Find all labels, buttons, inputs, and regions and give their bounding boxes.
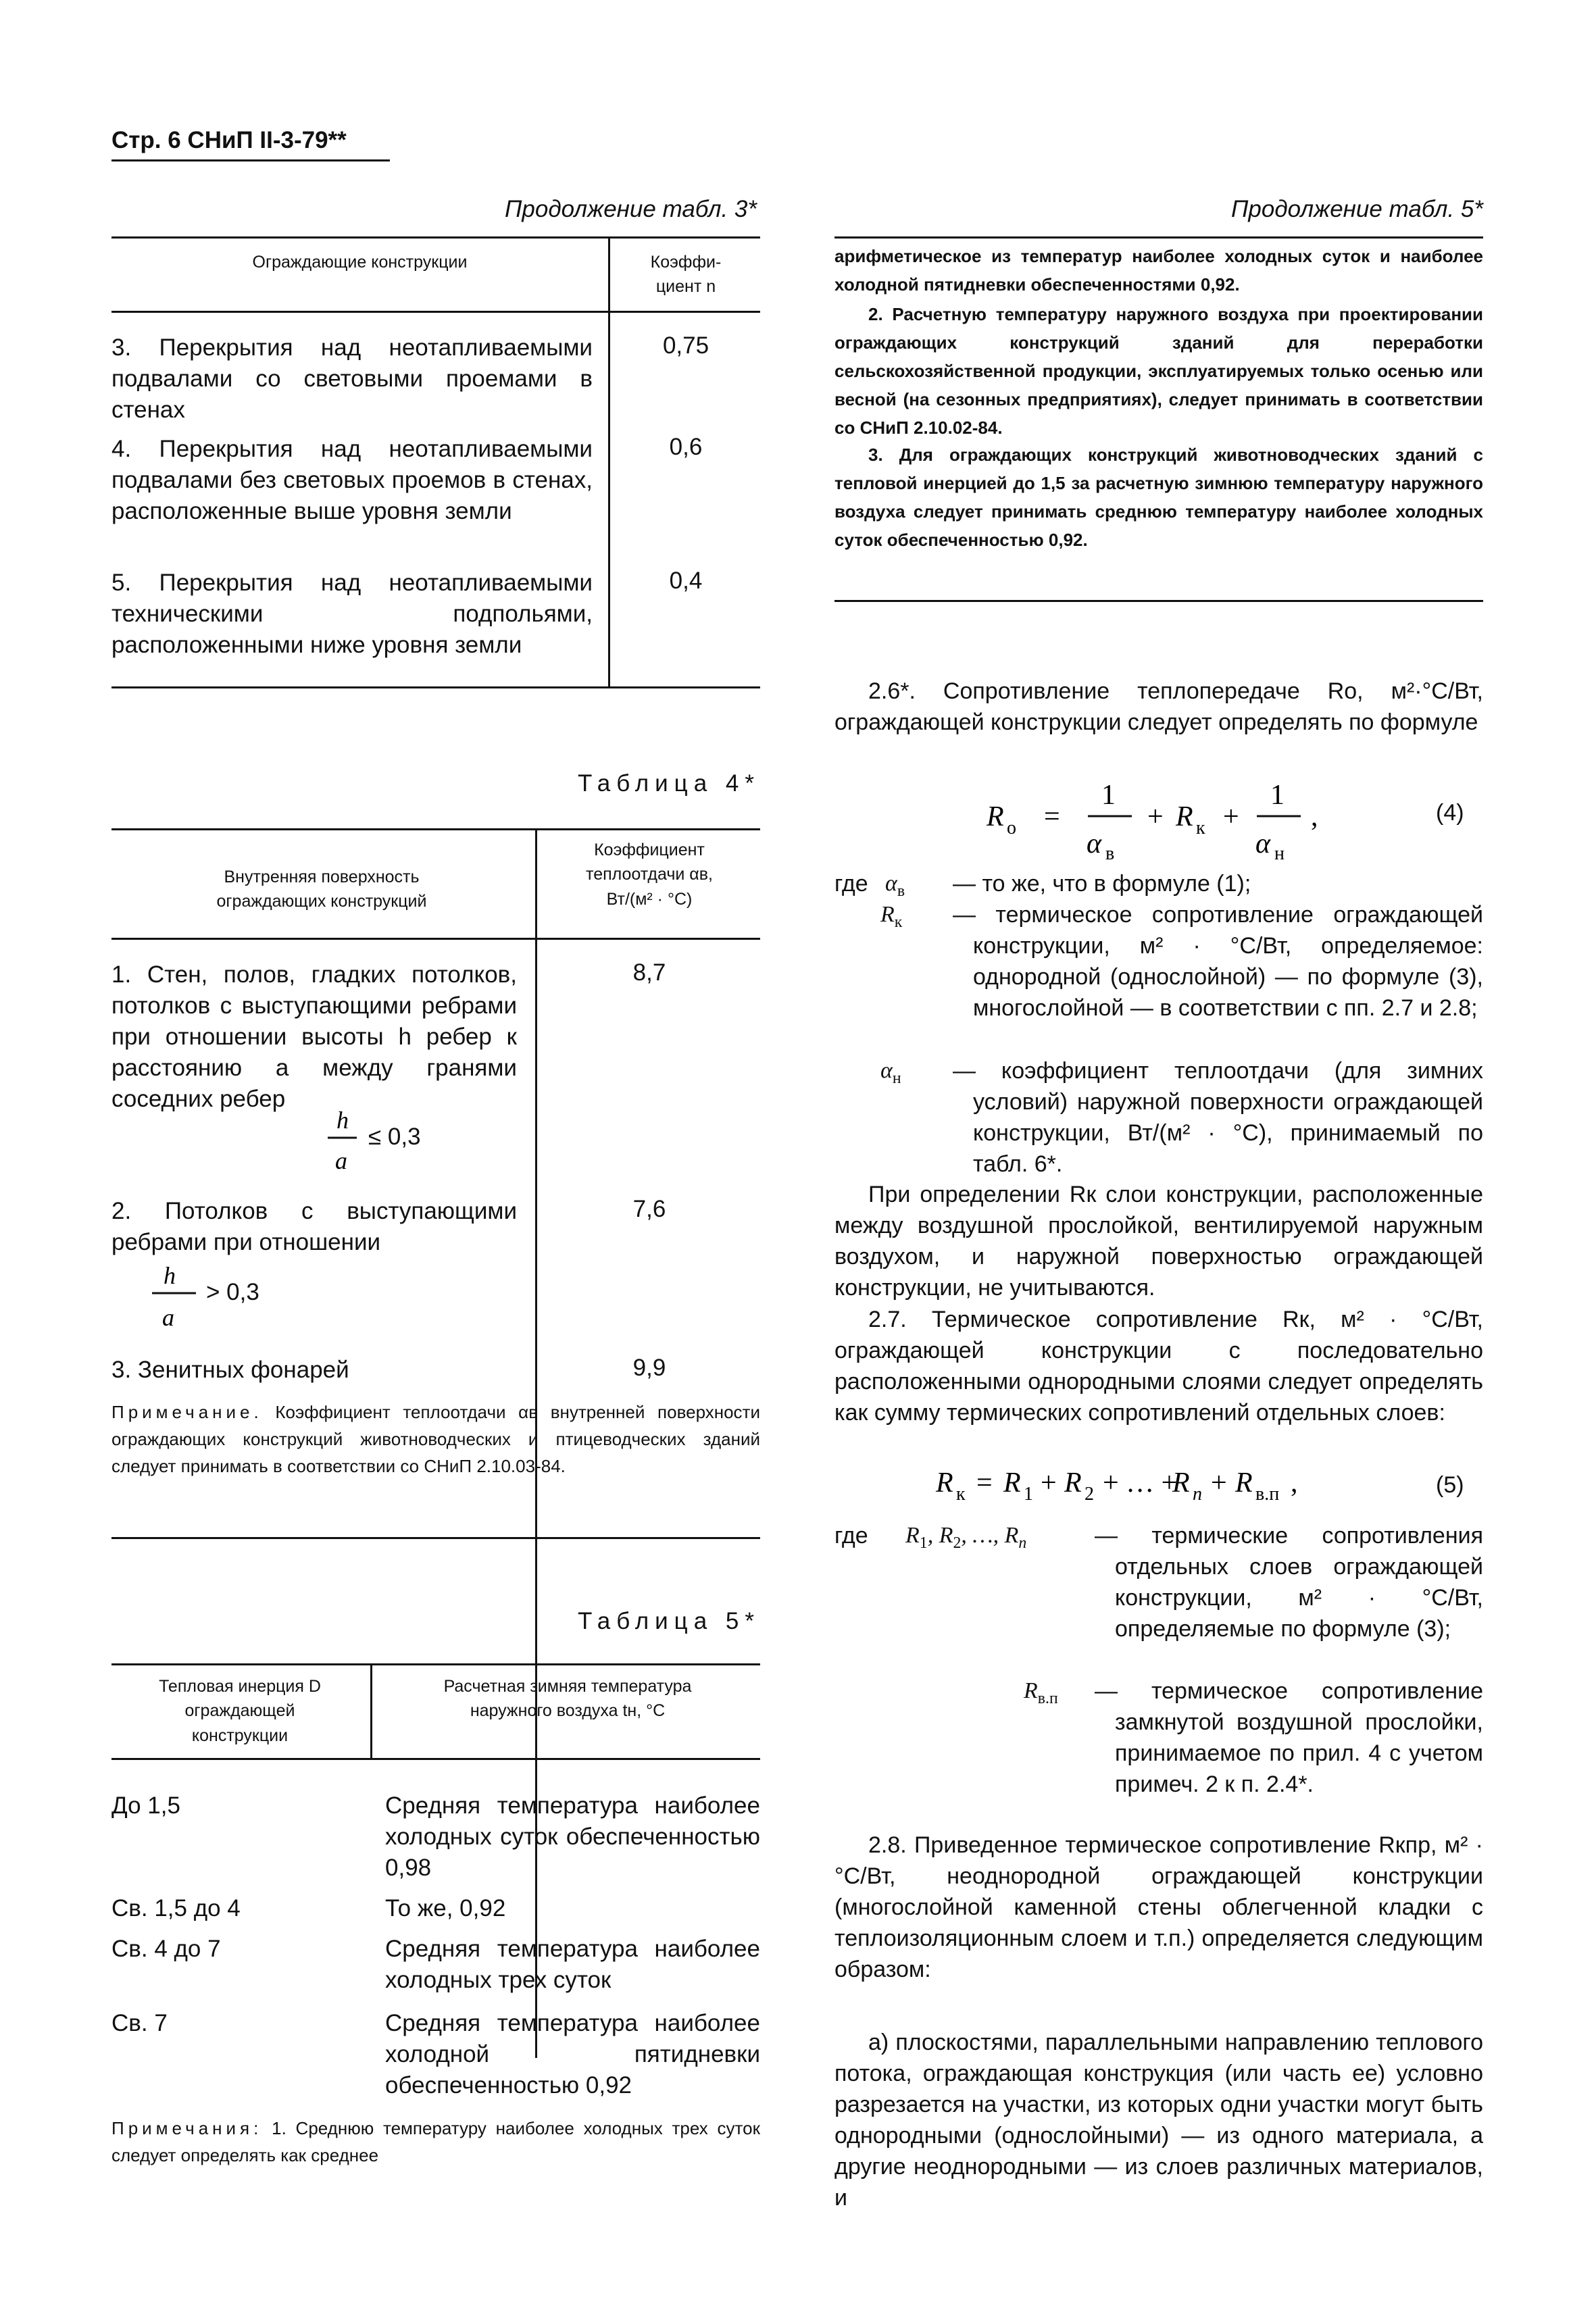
symbol-alpha-n: $\alpha_н$	[880, 1058, 901, 1087]
table3-row-5-text: 5. Перекрытия над неотапливаемыми техническими подпольями, расположенными ниже уровня земли	[111, 570, 593, 658]
svg-text:к: к	[956, 1484, 966, 1505]
svg-text:+ … +: + … +	[1103, 1467, 1178, 1499]
table4-head-col2-line3: Вт/(м² · °С)	[606, 889, 693, 909]
right-top-rule	[834, 236, 1483, 238]
table4-head-col1	[111, 865, 532, 914]
table5-row-1-d: До 1,5	[111, 1792, 180, 1819]
note-p2: 2. Расчетную температуру наружного воздуха при проектировании ограждающих конструкций зданий для переработки сельскохозяйственной продукции, эксплуатируемых только осенью или весной (на сезонных предприятиях), следует принимать в соответствии со СНиП 2.10.02-84.	[834, 304, 1483, 438]
svg-text:в: в	[1105, 843, 1115, 864]
table3-top-rule	[111, 236, 760, 238]
svg-text:α: α	[1087, 828, 1102, 859]
symbol-r1-rn: $R_1$, $R_2$, …, $R_n$	[905, 1523, 1027, 1552]
table4-row-2-value: 7,6	[632, 1196, 666, 1222]
table4-note	[111, 1399, 760, 1480]
svg-text:R: R	[936, 1467, 953, 1499]
table4-head-col2-line2: теплоотдачи αв,	[586, 865, 713, 884]
def-r1-rn: — термические сопротивления отдельных слоев ограждающей конструкции, м² · °С/Вт, определяемые по формуле (3);	[1095, 1523, 1483, 1642]
table4-row-1-fraction-rel: ≤ 0,3	[368, 1124, 421, 1150]
table3-row-4-text: 4. Перекрытия над неотапливаемыми подвалами без световых проемов в стенах, расположенные выше уровня земли	[111, 436, 593, 524]
symbol-rk: $R_к$	[880, 902, 903, 931]
table3-head-col2	[612, 250, 760, 299]
table4-head-rule	[111, 938, 760, 940]
table5-head-col1-line1: Тепловая инерция D	[159, 1677, 321, 1696]
svg-text:a: a	[162, 1304, 174, 1331]
svg-text:=: =	[976, 1467, 993, 1499]
table5-continuation: Продолжение табл. 5*	[1231, 196, 1483, 222]
table4-caption: Таблица 4*	[577, 770, 760, 797]
formula-5-svg	[932, 1459, 1405, 1507]
svg-text:α: α	[1255, 828, 1271, 859]
table4-row-1-text: 1. Стен, полов, гладких потолков, потолков с выступающими ребрами при отношении высоты h ребер к расстоянию a между гранями соседних ребер	[111, 961, 517, 1112]
note-p3: 3. Для ограждающих конструкций животноводческих зданий с тепловой инерцией до 1,5 за расчетную зимнюю температуру наружного воздуха следует принимать среднюю температуру наиболее холодных суток обеспеченностью 0,92.	[834, 445, 1483, 550]
table5-note	[111, 2115, 760, 2169]
formula-5-number: (5)	[1436, 1472, 1464, 1498]
formula-4-number: (4)	[1436, 800, 1464, 826]
table4-head-col1-line1: Внутренняя поверхность	[224, 867, 420, 886]
table4-head-col2	[539, 838, 760, 911]
formula-4	[973, 777, 1405, 872]
table3-head-col2-line2: циент n	[655, 277, 716, 297]
table5-head-col2-line1: Расчетная зимняя температура	[443, 1677, 692, 1696]
table5-row-4-t: Средняя температура наиболее холодной пятидневки обеспеченностью 0,92	[385, 2010, 760, 2098]
def-alpha-v: — то же, что в формуле (1);	[953, 871, 1251, 897]
table3-row-4-value: 0,6	[669, 434, 703, 460]
table5-top-rule	[111, 1663, 760, 1665]
svg-text:,: ,	[1311, 801, 1318, 832]
table4-head-col1-line2: ограждающих конструкций	[216, 892, 427, 911]
table3-row-5-value: 0,4	[669, 568, 703, 594]
table4-row-1-value: 8,7	[632, 959, 666, 986]
svg-text:1: 1	[1101, 780, 1116, 811]
section-2-7: 2.7. Термическое сопротивление Rк, м² · °С/Вт, ограждающей конструкции с последовательно расположенными однородными слоями следует определять как сумму термических сопротивлений отдельных слоев:	[834, 1307, 1483, 1426]
table4-bottom-rule	[111, 1537, 760, 1539]
table5-row-3-t: Средняя температура наиболее холодных трех суток	[385, 1936, 760, 1993]
svg-text:R: R	[1176, 801, 1193, 832]
table5-row-2-d: Св. 1,5 до 4	[111, 1895, 241, 1921]
def-alpha-n: — коэффициент теплоотдачи (для зимних условий) наружной поверхности ограждающей конструкции, Вт/(м² · °С), принимаемый по табл. 6*.	[953, 1058, 1483, 1177]
formula-5	[932, 1459, 1405, 1507]
table5-head-col2-line2: наружного воздуха tн, °С	[470, 1701, 666, 1721]
table5-note-label: Примечания:	[111, 2118, 263, 2138]
table5-col-divider	[370, 1663, 372, 1758]
fraction-h-over-a-1	[324, 1103, 527, 1177]
table3-head-rule	[111, 311, 760, 313]
table3-row-3-text: 3. Перекрытия над неотапливаемыми подвалами со световыми проемами в стенах	[111, 334, 593, 423]
svg-text:н: н	[1274, 843, 1285, 864]
table5-row-2-t: То же, 0,92	[385, 1895, 506, 1921]
header-underline	[111, 159, 390, 161]
section-2-8-a: а) плоскостями, параллельными направлению теплового потока, ограждающая конструкция (или часть ее) условно разрезается на участки, из которых одни участки могут быть однородными (однослойными) — из одного материала, а другие неоднородными — из слоев различных материалов, и	[834, 2030, 1483, 2211]
svg-text:1: 1	[1024, 1484, 1033, 1505]
table4-row-3-value: 9,9	[632, 1355, 666, 1381]
right-notes-bottom-rule	[834, 600, 1483, 602]
svg-text:к: к	[1196, 818, 1205, 838]
table3-bottom-rule	[111, 686, 760, 688]
formula-4-svg	[973, 777, 1405, 872]
table5-head-col1-line2: ограждающей	[184, 1701, 295, 1721]
svg-text:h: h	[164, 1262, 176, 1289]
def-rvp: — термическое сопротивление замкнутой воздушной прослойки, принимаемое по прил. 4 с учетом примеч. 2 к п. 2.4*.	[1095, 1678, 1483, 1797]
svg-text:+: +	[1041, 1467, 1057, 1499]
paragraph-rk: При определении Rк слои конструкции, расположенные между воздушной прослойкой, вентилируемой наружным воздухом, и наружной поверхностью ограждающей конструкции, не учитываются.	[834, 1182, 1483, 1301]
svg-text:a: a	[335, 1147, 347, 1174]
table4-row-1-fraction	[324, 1103, 527, 1177]
svg-text:R: R	[1172, 1467, 1190, 1499]
symbol-alpha-v: $\alpha_в$	[885, 871, 905, 900]
svg-text:+: +	[1147, 801, 1164, 832]
table3-head-col1: Ограждающие конструкции	[252, 253, 468, 272]
table3-row-3-value: 0,75	[662, 332, 709, 359]
table5-row-3-d: Св. 4 до 7	[111, 1936, 221, 1962]
table3-continuation: Продолжение табл. 3*	[505, 196, 757, 222]
symbol-rvp: $R_{в.п}$	[1024, 1678, 1058, 1707]
svg-text:R: R	[1003, 1467, 1021, 1499]
table5-head-col1	[111, 1674, 368, 1748]
table3-col-divider	[608, 236, 610, 688]
table4-row-2-text: 2. Потолков с выступающими ребрами при отношении	[111, 1198, 517, 1255]
def-rk: — термическое сопротивление ограждающей конструкции, м² · °С/Вт, определяемое: однородной (однослойной) — по формуле (3), многослойной — в соответствии с пп. 2.7 и 2.8;	[953, 902, 1483, 1021]
table4-note-text: Коэффициент теплоотдачи αв внутренней поверхности ограждающих конструкций животноводческих и птицеводческих зданий следует принимать в соответствии со СНиП 2.10.03-84.	[111, 1402, 760, 1476]
table5-row-4-d: Св. 7	[111, 2010, 168, 2036]
table4-top-rule	[111, 828, 760, 830]
table5-head-col2	[375, 1674, 760, 1724]
table4-row-2-fraction-rel: > 0,3	[206, 1279, 259, 1305]
svg-text:о: о	[1007, 818, 1016, 838]
svg-text:R: R	[1235, 1467, 1253, 1499]
svg-text:1: 1	[1270, 780, 1285, 811]
table3-head-col2-line1: Коэффи-	[650, 253, 722, 272]
table5-note-text: 1. Среднюю температуру наиболее холодных трех суток следует определять как среднее	[111, 2118, 760, 2165]
svg-text:h: h	[336, 1107, 349, 1134]
svg-text:в.п: в.п	[1255, 1484, 1280, 1505]
table5-head-rule	[111, 1758, 760, 1760]
svg-text:+: +	[1211, 1467, 1227, 1499]
section-2-6: 2.6*. Сопротивление теплопередаче Rо, м²·°С/Вт, ограждающей конструкции следует определять по формуле	[834, 678, 1483, 735]
where-label-2: где	[834, 1523, 868, 1549]
svg-text:=: =	[1044, 801, 1060, 832]
table4-head-col2-line1: Коэффициент	[594, 840, 705, 859]
svg-text:R: R	[987, 801, 1004, 832]
table4-note-label: Примечание.	[111, 1402, 263, 1422]
page-header	[111, 127, 347, 154]
page-header-text: Стр. 6 СНиП II-3-79**	[111, 127, 347, 153]
table5-caption: Таблица 5*	[577, 1608, 760, 1634]
table5-head-col1-line3: конструкции	[191, 1726, 289, 1745]
table5-row-1-t: Средняя температура наиболее холодных суток обеспеченностью 0,98	[385, 1792, 760, 1881]
svg-text:+: +	[1223, 801, 1239, 832]
svg-text:n: n	[1193, 1484, 1202, 1505]
table4-row-3-text: 3. Зенитных фонарей	[111, 1357, 349, 1383]
note-cont-p1: арифметическое из температур наиболее холодных суток и наиболее холодной пятидневки обеспеченностями 0,92.	[834, 246, 1483, 295]
svg-text:2: 2	[1084, 1484, 1094, 1505]
where-label-1: где	[834, 871, 868, 897]
svg-text:R: R	[1064, 1467, 1082, 1499]
section-2-8: 2.8. Приведенное термическое сопротивление Rкпр, м² · °С/Вт, неоднородной ограждающей конструкции (многослойной каменной стены облегченной кладки с теплоизоляционным слоем и т.п.) определяется следующим образом:	[834, 1832, 1483, 1982]
svg-text:,: ,	[1291, 1467, 1298, 1499]
